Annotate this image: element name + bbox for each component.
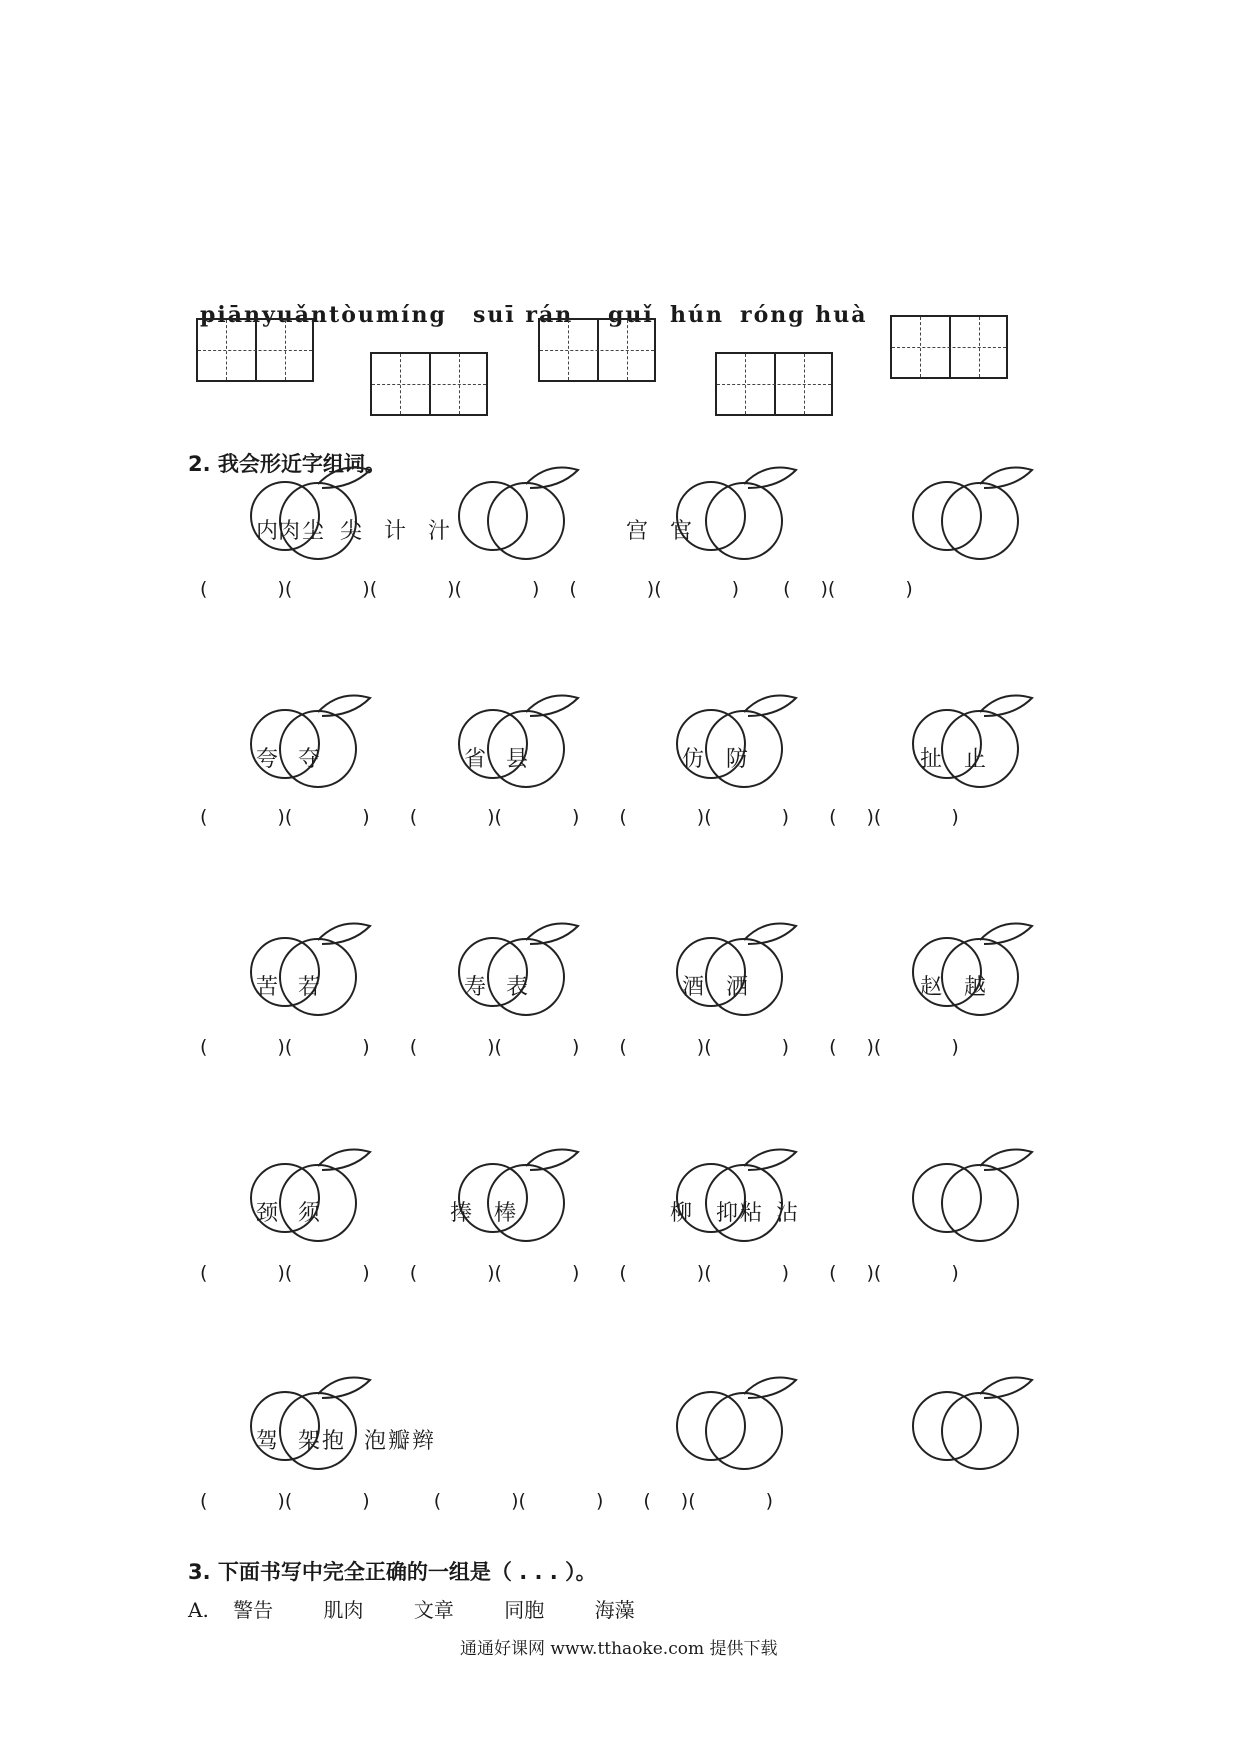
char: 县 bbox=[506, 747, 529, 772]
char: 抑 bbox=[716, 1201, 739, 1226]
writing-grid-1[interactable] bbox=[196, 318, 314, 382]
char: 防 bbox=[726, 747, 749, 772]
char: 沾 bbox=[776, 1201, 799, 1226]
char: 扯 bbox=[920, 747, 943, 772]
writing-grid-4[interactable] bbox=[715, 352, 833, 416]
apple-pair-icon bbox=[902, 1148, 1042, 1258]
writing-grid-2[interactable] bbox=[370, 352, 488, 416]
writing-grid-3[interactable] bbox=[538, 318, 656, 382]
answer-blank-row3[interactable]: ( )( ) ( )( ) ( )( ) ( )( ) bbox=[200, 1036, 959, 1058]
char: 止 bbox=[964, 747, 987, 772]
char: 省 bbox=[464, 747, 487, 772]
char: 宫 bbox=[626, 519, 649, 544]
option-a-word: 海藻 bbox=[594, 1598, 635, 1622]
char: 夸 bbox=[256, 747, 279, 772]
char: 棒 bbox=[494, 1201, 517, 1226]
char: 尘 bbox=[302, 519, 325, 544]
section3-heading: 3. 下面书写中完全正确的一组是（ . . . ）。 bbox=[188, 1560, 597, 1584]
pinyin-line-5 bbox=[740, 302, 868, 328]
answer-blank-row1[interactable]: ( )( )( )( ) ( )( ) ( )( ) bbox=[200, 578, 913, 600]
char: 洒 bbox=[726, 975, 749, 1000]
apple-pair-icon bbox=[666, 1376, 806, 1486]
writing-grid-5[interactable] bbox=[890, 315, 1008, 379]
answer-blank-row2[interactable]: ( )( ) ( )( ) ( )( ) ( )( ) bbox=[200, 806, 959, 828]
char: 抱 bbox=[322, 1429, 345, 1454]
char: 泡 bbox=[364, 1429, 387, 1454]
section2-heading: 2. 我会形近字组词。 bbox=[188, 452, 386, 476]
pinyin-2: yuǎn bbox=[262, 302, 330, 328]
char: 仿 bbox=[682, 747, 705, 772]
char: 柳 bbox=[670, 1201, 693, 1226]
option-a[interactable] bbox=[188, 1594, 679, 1623]
char: 夺 bbox=[298, 747, 321, 772]
option-a-label: A. bbox=[188, 1598, 209, 1622]
apple-pair-icon bbox=[902, 1376, 1042, 1486]
char: 越 bbox=[964, 975, 987, 1000]
char: 辫 bbox=[412, 1429, 435, 1454]
pinyin-8: róng huà bbox=[740, 302, 868, 328]
char: 寿 bbox=[464, 975, 487, 1000]
char: 苦 bbox=[256, 975, 279, 1000]
apple-pair-icon bbox=[902, 466, 1042, 576]
char: 官 bbox=[670, 519, 693, 544]
pinyin-1: piān bbox=[200, 302, 262, 328]
pinyin-line-4 bbox=[670, 302, 724, 328]
char: 若 bbox=[298, 975, 321, 1000]
char: 赵 bbox=[920, 975, 943, 1000]
char: 汁 bbox=[428, 519, 451, 544]
char: 肉 bbox=[278, 519, 301, 544]
footer-text: 通通好课网 www.tthaoke.com 提供下载 bbox=[460, 1639, 778, 1659]
answer-blank-row5[interactable]: ( )( ) ( )( ) ( )( ) bbox=[200, 1490, 774, 1512]
pinyin-7: hún bbox=[670, 302, 724, 328]
char: 表 bbox=[506, 975, 529, 1000]
option-a-word: 文章 bbox=[413, 1598, 454, 1622]
char: 瓣 bbox=[388, 1429, 411, 1454]
pinyin-3: tòu bbox=[329, 302, 376, 328]
answer-blank-row4[interactable]: ( )( ) ( )( ) ( )( ) ( )( ) bbox=[200, 1262, 959, 1284]
char: 尖 bbox=[340, 519, 363, 544]
char: 驾 bbox=[256, 1429, 279, 1454]
option-a-word: 同胞 bbox=[504, 1598, 545, 1622]
char: 内 bbox=[256, 519, 279, 544]
char: 捧 bbox=[450, 1201, 473, 1226]
char: 计 bbox=[384, 519, 407, 544]
char: 粘 bbox=[740, 1201, 763, 1226]
pinyin-6: guǐ bbox=[608, 302, 654, 328]
char: 架 bbox=[298, 1429, 321, 1454]
pinyin-5: suī rán bbox=[473, 302, 574, 328]
char: 酒 bbox=[682, 975, 705, 1000]
char: 颈 bbox=[256, 1201, 279, 1226]
char: 须 bbox=[298, 1201, 321, 1226]
apple-pair-icon bbox=[448, 466, 588, 576]
option-a-word: 警告 bbox=[233, 1598, 274, 1622]
option-a-word: 肌肉 bbox=[323, 1598, 364, 1622]
pinyin-4: míng bbox=[375, 302, 447, 328]
